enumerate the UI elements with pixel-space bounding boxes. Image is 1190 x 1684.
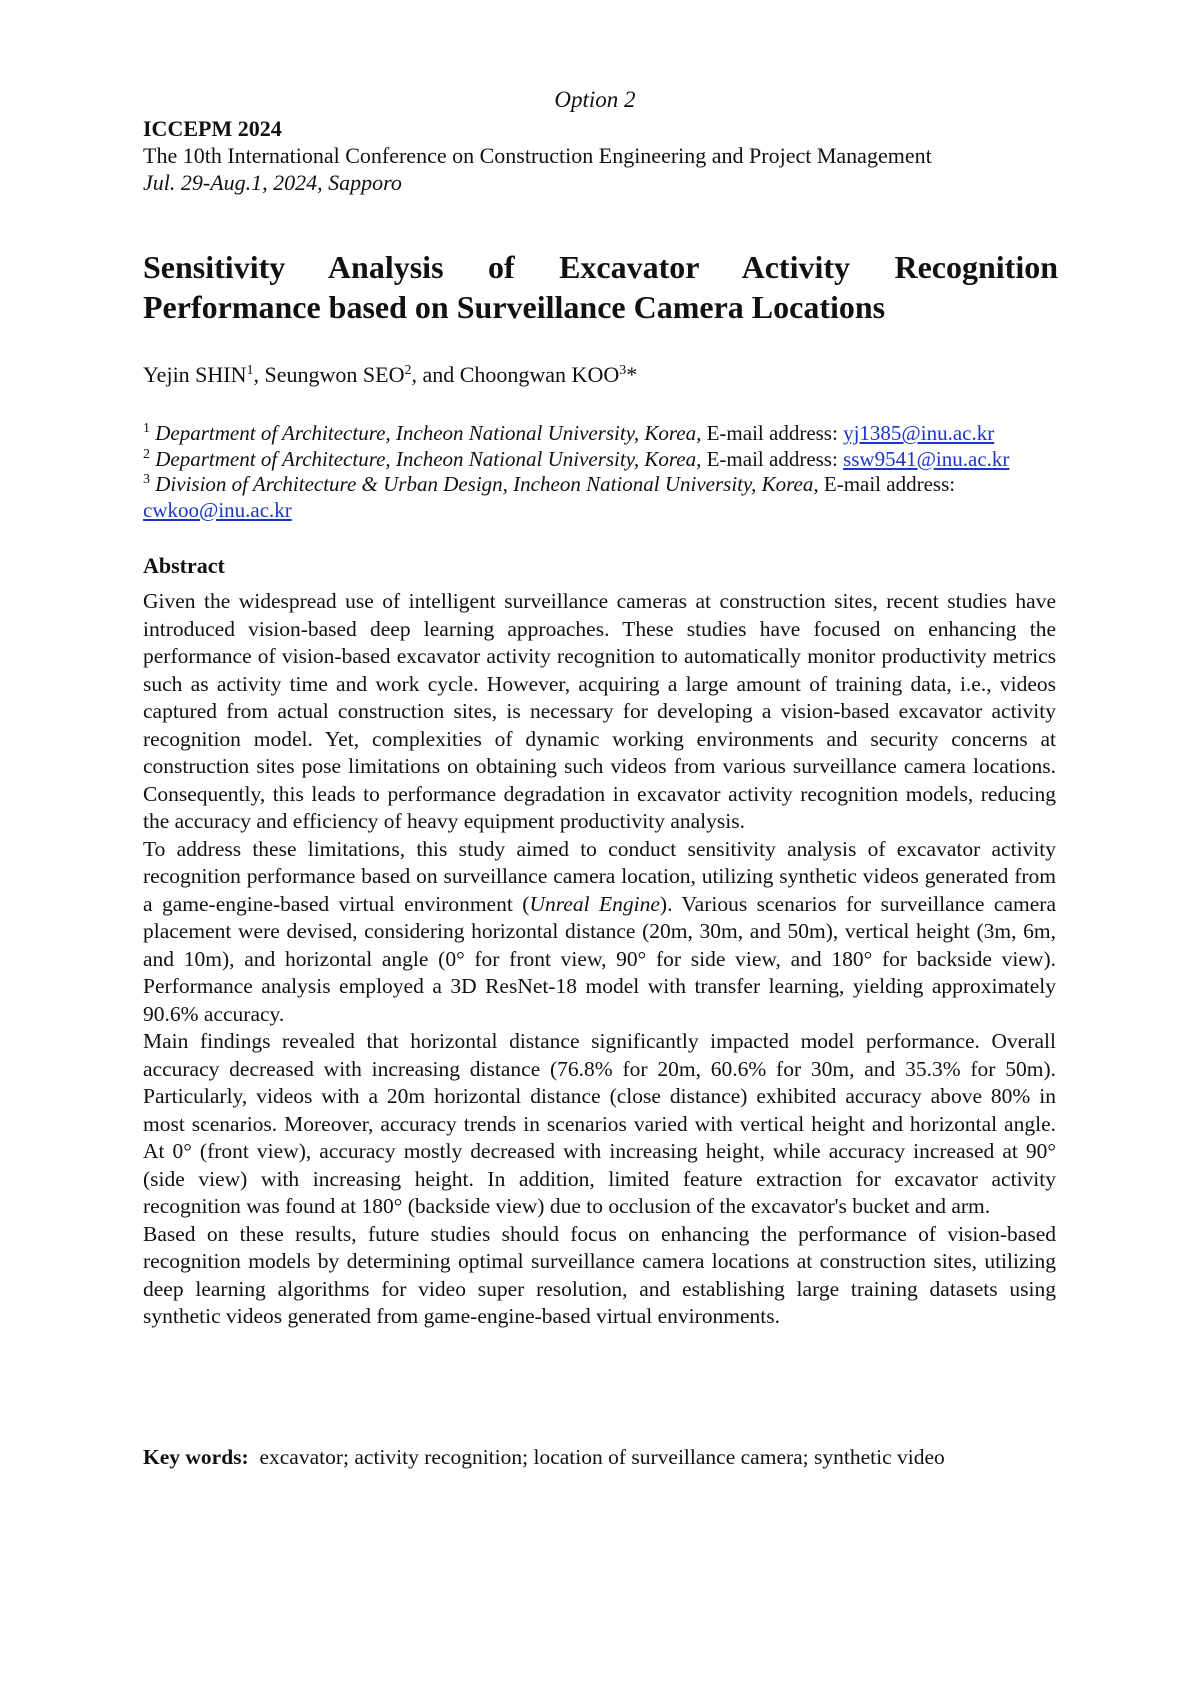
- affiliation-department: Department of Architecture, Incheon National University, Korea,: [155, 446, 702, 471]
- author-name: Yejin SHIN: [143, 362, 247, 387]
- author-list: [143, 361, 637, 389]
- author-name: Choongwan KOO: [459, 362, 620, 387]
- author-affiliation-mark: 1: [246, 363, 254, 378]
- abstract-body: [143, 588, 1056, 1331]
- paper-title: [143, 247, 1058, 327]
- affiliation-department: Division of Architecture & Urban Design, Incheon National University, Korea,: [155, 472, 819, 496]
- affiliation-item-continued: [143, 498, 1063, 524]
- title-line-1: Sensitivity Analysis of Excavator Activity Recognition: [143, 249, 1058, 285]
- conference-acronym: ICCEPM 2024: [143, 116, 282, 141]
- abstract-paragraph: Given the widespread use of intelligent surveillance cameras at construction sites, recent studies have introduced vision-based deep learning approaches. These studies have focused on enhancing the performance of vision-based excavator activity recognition to automatically monitor productivity metrics such as activity time and work cycle. However, acquiring a large amount of training data, i.e., videos captured from actual construction sites, is necessary for developing a vision-based excavator activity recognition model. Yet, complexities of dynamic working environments and security concerns at construction sites pose limitations on obtaining such videos from various surveillance camera locations. Consequently, this leads to performance degradation in excavator activity recognition models, reducing the accuracy and efficiency of heavy equipment productivity analysis.: [143, 589, 1056, 833]
- conference-name: The 10th International Conference on Construction Engineering and Project Management: [143, 143, 932, 168]
- author-affiliation-mark: 3: [619, 363, 627, 378]
- author-separator: ,: [253, 362, 265, 387]
- affiliation-number: 3: [143, 472, 150, 487]
- abstract-paragraph: [143, 836, 1056, 1029]
- email-link[interactable]: yj1385@inu.ac.kr: [843, 421, 995, 445]
- abstract-heading: Abstract: [143, 553, 225, 578]
- email-link[interactable]: cwkoo@inu.ac.kr: [143, 497, 292, 522]
- email-label: E-mail address:: [823, 472, 956, 496]
- keywords-text: excavator; activity recognition; location of surveillance camera; synthetic video: [259, 1445, 945, 1469]
- affiliation-item: [143, 472, 1063, 498]
- abstract-emphasis: Unreal Engine: [529, 891, 660, 916]
- abstract-paragraph: Main findings revealed that horizontal distance significantly impacted model performance. Overall accuracy decreased with increasing distance (76.8% for 20m, 60.6% for 30m, and 35.3% for 50m). Particularly, videos with a 20m horizontal distance (close distance) exhibited accuracy above 80% in most scenarios. Moreover, accuracy trends in scenarios varied with vertical height and horizontal angle. At 0° (front view), accuracy mostly decreased with increasing height, while accuracy increased at 90° (side view) with increasing height. In addition, limited feature extraction for excavator activity recognition was found at 180° (backside view) due to occlusion of the excavator's bucket and arm.: [143, 1029, 1056, 1218]
- abstract-paragraph: Based on these results, future studies should focus on enhancing the performance of vision-based recognition models by determining optimal surveillance camera locations at construction sites, utilizing deep learning algorithms for video super resolution, and establishing large training datasets using synthetic videos generated from game-engine-based virtual environments.: [143, 1221, 1056, 1328]
- conference-header: [143, 115, 1063, 196]
- keywords: [143, 1443, 945, 1471]
- abstract-text: To address these limitations, this study aimed to conduct sensitivity analysis of excavator activity recognition performance based on surveillance camera location, utilizing synthetic videos generated from a game-engine-based virtual environment (: [143, 836, 1056, 916]
- email-link[interactable]: ssw9541@inu.ac.kr: [843, 446, 1010, 471]
- option-label: Option 2: [554, 87, 636, 112]
- title-line-2: Performance based on Surveillance Camera Locations: [143, 289, 886, 325]
- affiliation-number: 2: [143, 446, 150, 462]
- email-label: E-mail address:: [706, 421, 838, 445]
- author-affiliation-mark: 2: [404, 363, 412, 378]
- corresponding-author-mark: *: [626, 362, 638, 387]
- email-label: E-mail address:: [706, 446, 838, 471]
- affiliation-item: [143, 421, 1063, 447]
- conference-date-place: Jul. 29-Aug.1, 2024, Sapporo: [143, 170, 402, 195]
- keywords-label: Key words:: [143, 1445, 249, 1469]
- abstract-text: ). Various scenarios for surveillance camera placement were devised, considering horizontal distance (20m, 30m, and 50m), vertical height (3m, 6m, and 10m), and horizontal angle (0° for front view, 90° for side view, and 180° for backside view). Performance analysis employed a 3D ResNet-18 model with transfer learning, yielding approximately 90.6% accuracy.: [143, 891, 1056, 1026]
- affiliation-department: Department of Architecture, Incheon National University, Korea,: [155, 421, 702, 445]
- affiliation-item: [143, 447, 1063, 473]
- author-separator: , and: [411, 362, 460, 387]
- author-name: Seungwon SEO: [264, 362, 405, 387]
- affiliation-number: 1: [143, 421, 150, 436]
- affiliation-list: [143, 421, 1063, 523]
